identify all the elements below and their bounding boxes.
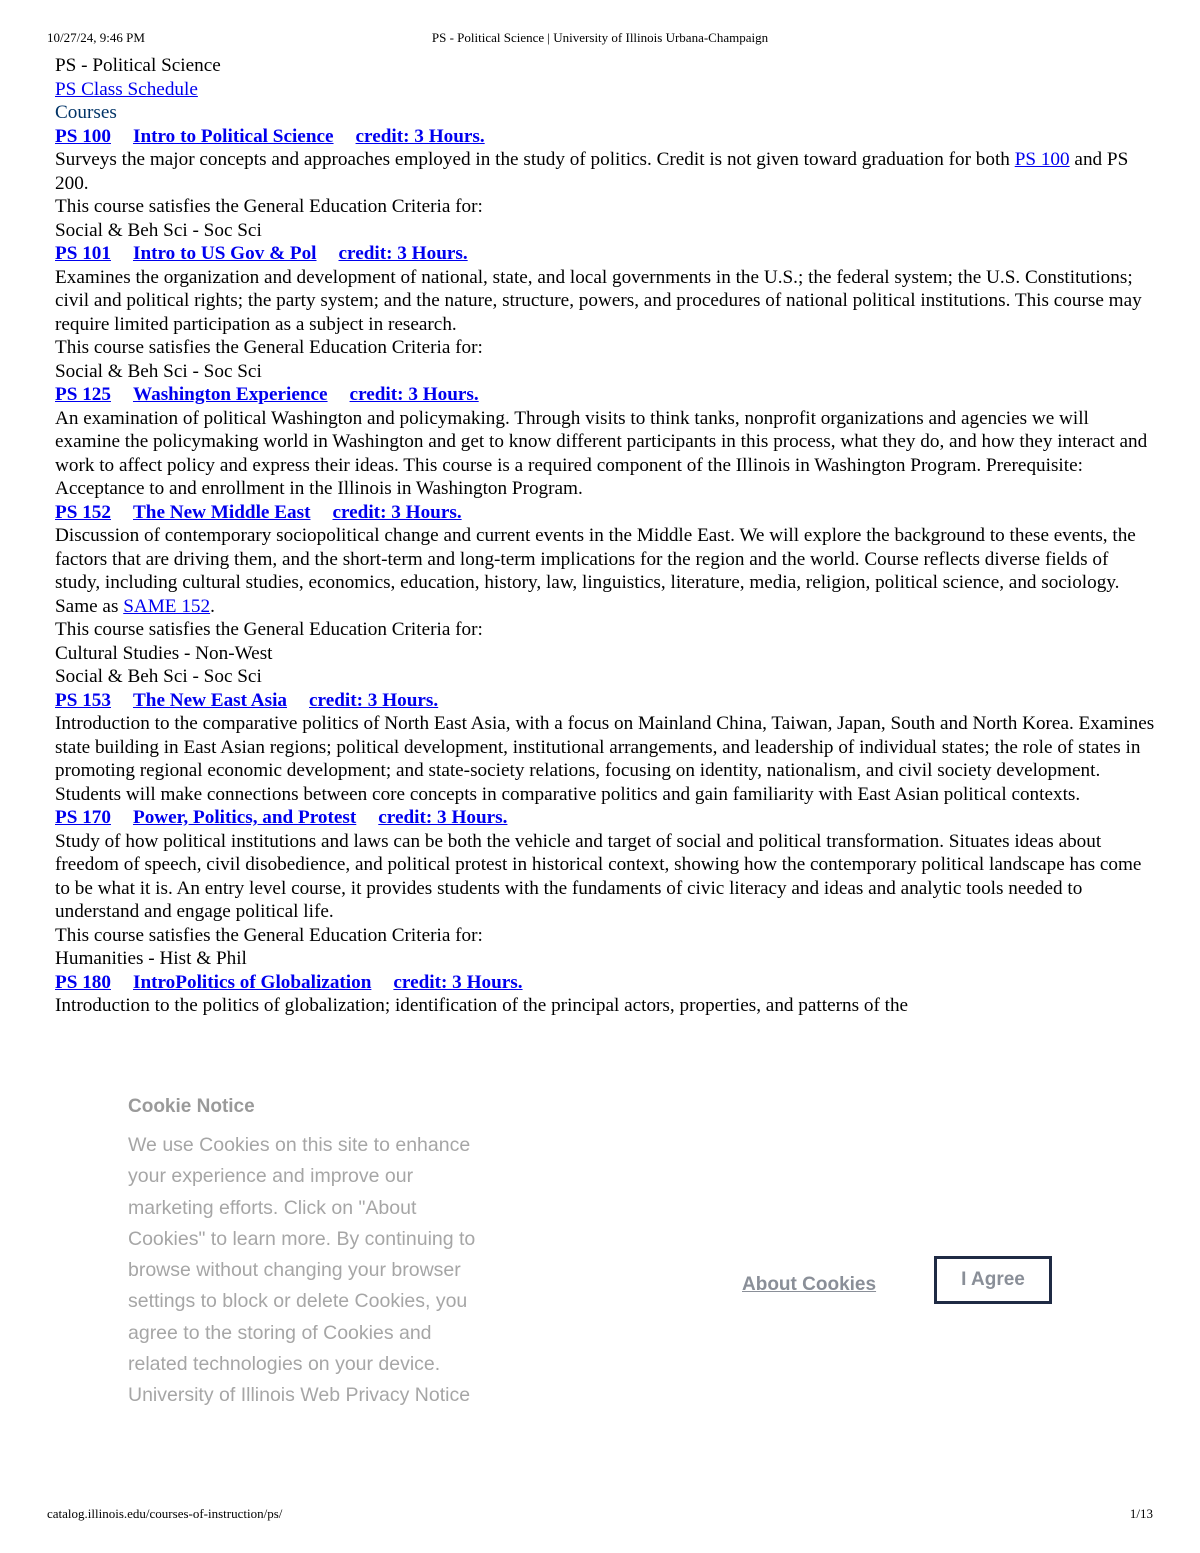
course-list xyxy=(55,125,1155,1018)
course-cross-link[interactable]: PS 100 xyxy=(1014,149,1070,170)
gen-ed-intro: This course satisfies the General Education Criteria for: xyxy=(55,924,483,946)
course-description xyxy=(55,148,1155,195)
course-number: PS 101 xyxy=(55,243,111,264)
gen-ed-intro: This course satisfies the General Education Criteria for: xyxy=(55,619,483,640)
course-description-text: An examination of political Washington and policymaking. Through visits to think tanks, nonprofit organizations and agencies we will examine the policymaking world in Washington and get to know different participants in this process, what they do, and how they interact and work to affect policy and express their ideas. This course is a required component of the Illinois in Washington Program. Prerequisite: Acceptance to and enrollment in the Illinois in Washington Program. xyxy=(55,407,1148,499)
course-credit: credit: 3 Hours. xyxy=(349,384,479,405)
course-credit: credit: 3 Hours. xyxy=(332,501,462,523)
course-block xyxy=(55,971,1155,1018)
print-page-title: PS - Political Science | University of Illinois Urbana-Champaign xyxy=(431,30,769,45)
course-number: PS 125 xyxy=(55,384,111,405)
about-cookies-link[interactable]: About Cookies xyxy=(742,1274,877,1295)
gen-ed-category: Social & Beh Sci - Soc Sci xyxy=(55,219,262,241)
course-description xyxy=(55,524,1155,618)
page-title: PS - Political Science xyxy=(55,55,221,76)
course-description xyxy=(55,994,1155,1018)
course-title-link[interactable] xyxy=(55,502,462,523)
course-description-text: Discussion of contemporary sociopolitical change and current events in the Middle East. We will explore the background to these events, the factors that are driving them, and the short-term and long-term implications for the region and the world. Course reflects diverse fields of study, including cultural studies, economics, education, history, law, linguistics, literature, media, religion, political science, and sociology. Same as xyxy=(55,525,1136,617)
print-datetime: 10/27/24, 9:46 PM xyxy=(47,30,145,45)
course-number: PS 180 xyxy=(55,971,111,993)
course-description xyxy=(55,830,1155,924)
course-block xyxy=(55,689,1155,807)
course-credit: credit: 3 Hours. xyxy=(393,971,523,993)
print-header xyxy=(0,30,1200,48)
class-schedule-link[interactable]: PS Class Schedule xyxy=(55,78,198,100)
gen-ed-intro: This course satisfies the General Education Criteria for: xyxy=(55,196,483,217)
cookie-notice-title: Cookie Notice xyxy=(128,1096,255,1117)
course-title xyxy=(55,689,1155,713)
print-page-number: 1/13 xyxy=(1129,1506,1153,1521)
course-name: Washington Experience xyxy=(132,384,328,405)
course-title-link[interactable] xyxy=(55,243,468,264)
course-credit: credit: 3 Hours. xyxy=(355,125,485,147)
gen-ed-category: Cultural Studies - Non-West xyxy=(55,642,273,664)
course-title xyxy=(55,501,1155,525)
print-footer xyxy=(0,1506,1200,1524)
gen-ed-intro: This course satisfies the General Education Criteria for: xyxy=(55,337,483,358)
course-name: The New East Asia xyxy=(132,689,288,711)
course-name: IntroPolitics of Globalization xyxy=(132,971,372,993)
print-url: catalog.illinois.edu/courses-of-instruction/ps/ xyxy=(47,1506,283,1521)
course-title xyxy=(55,125,1155,149)
cookie-notice xyxy=(0,1072,1200,1492)
course-title-link[interactable] xyxy=(55,384,479,405)
course-number: PS 100 xyxy=(55,125,111,147)
course-credit: credit: 3 Hours. xyxy=(309,689,439,711)
course-title xyxy=(55,971,1155,995)
course-title-link[interactable] xyxy=(55,807,507,828)
course-credit: credit: 3 Hours. xyxy=(378,807,508,828)
course-description-text: Introduction to the politics of globalization; identification of the principal actors, properties, and patterns of the xyxy=(55,995,909,1016)
course-description xyxy=(55,407,1155,501)
course-block xyxy=(55,806,1155,971)
course-description-text: Surveys the major concepts and approaches employed in the study of politics. Credit is not given toward graduation for both xyxy=(55,149,1015,170)
course-description-text: Examines the organization and development of national, state, and local governments in the U.S.; the federal system; the U.S. Constitutions; civil and political rights; the party system; and the nature, structure, powers, and procedures of national political institutions. This course may require limited participation as a subject in research. xyxy=(55,266,1142,335)
course-block xyxy=(55,242,1155,383)
course-title-link[interactable] xyxy=(55,126,485,147)
course-cross-link[interactable]: SAME 152 xyxy=(123,595,211,617)
gen-ed-category: Social & Beh Sci - Soc Sci xyxy=(55,666,262,687)
course-number: PS 152 xyxy=(55,501,111,523)
catalog-content xyxy=(55,54,1155,1069)
course-title xyxy=(55,383,1155,407)
cookie-notice-text: We use Cookies on this site to enhance your experience and improve our marketing efforts. Click on "About Cookies" to learn more. By continuing to browse without changing your browser settings to block or delete Cookies, you agree to the storing of Cookies and related technologies on your device. University of Illinois Web Privacy Notice xyxy=(128,1134,476,1407)
course-description-text: Introduction to the comparative politics of North East Asia, with a focus on Mainland China, Taiwan, Japan, South and North Korea. Examines state building in East Asian regions; political development, institutional arrangements, and leadership of individual states; the role of states in promoting regional economic development; and state-society relations, focusing on identity, nationalism, and civil society development. Students will make connections between core concepts in comparative politics and gain familiarity with East Asian political contexts. xyxy=(55,713,1155,805)
course-block xyxy=(55,383,1155,501)
course-description-text: Study of how political institutions and laws can be both the vehicle and target of social and political transformation. Situates ideas about freedom of speech, civil disobedience, and political protest in historical context, showing how the contemporary political landscape has come to be what it is. An entry level course, it provides students with the fundaments of civic literacy and ideas and analytic tools needed to understand and engage political life. xyxy=(55,830,1142,922)
course-title-link[interactable] xyxy=(55,690,438,711)
course-number: PS 170 xyxy=(55,807,111,828)
course-block xyxy=(55,501,1155,689)
course-description xyxy=(55,712,1155,806)
course-name: The New Middle East xyxy=(132,501,311,523)
course-title xyxy=(55,806,1155,830)
course-title xyxy=(55,242,1155,266)
agree-button[interactable]: I Agree xyxy=(934,1256,1052,1304)
course-name: Power, Politics, and Protest xyxy=(132,807,357,828)
course-credit: credit: 3 Hours. xyxy=(338,243,468,264)
course-description-tail: . xyxy=(210,595,215,617)
course-description-tail: and PS 200. xyxy=(55,149,1129,194)
course-number: PS 153 xyxy=(55,689,111,711)
course-block xyxy=(55,125,1155,243)
course-description xyxy=(55,266,1155,337)
gen-ed-category: Social & Beh Sci - Soc Sci xyxy=(55,360,262,382)
course-name: Intro to Political Science xyxy=(132,125,334,147)
courses-heading: Courses xyxy=(55,102,117,123)
course-name: Intro to US Gov & Pol xyxy=(132,243,317,264)
course-title-link[interactable] xyxy=(55,972,523,993)
gen-ed-category: Humanities - Hist & Phil xyxy=(55,948,247,969)
